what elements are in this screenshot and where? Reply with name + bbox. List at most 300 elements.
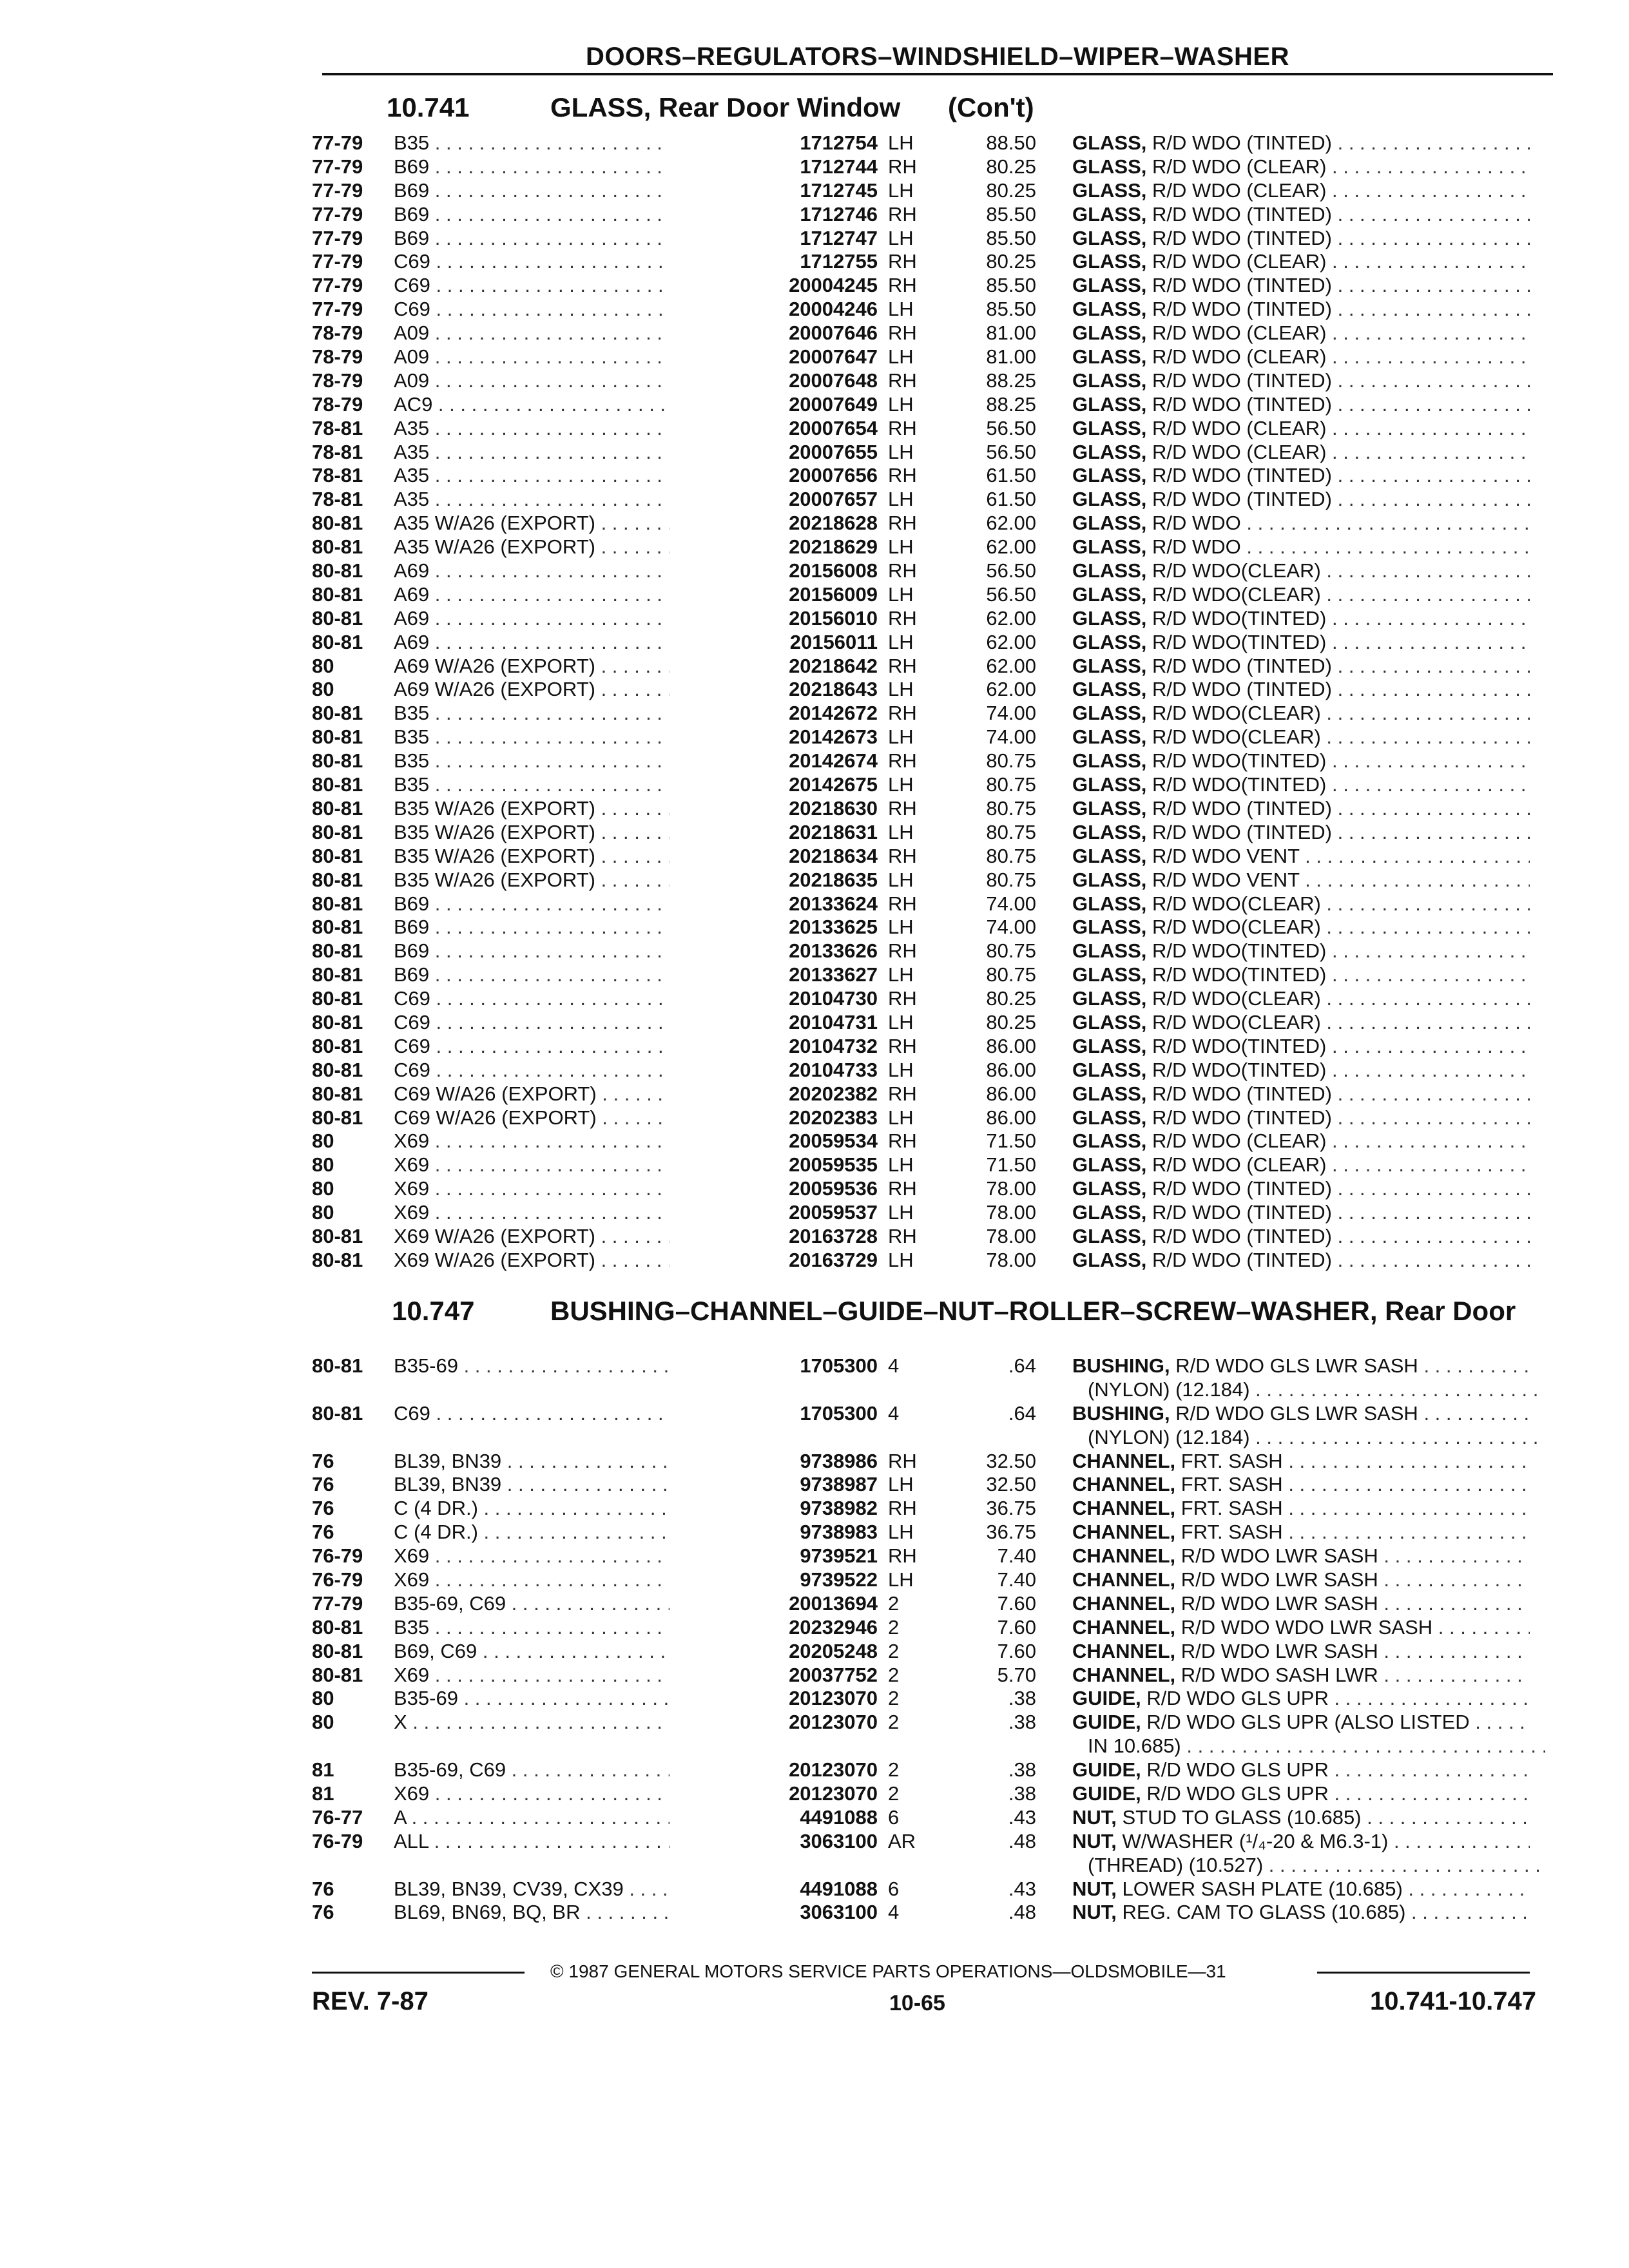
description-text: R/D WDO (1146, 512, 1241, 535)
description-cell (1072, 1544, 1530, 1568)
qty-cell: LH (888, 345, 914, 369)
year-cell: 80-81 (312, 1248, 363, 1271)
qty-cell: RH (888, 250, 917, 273)
description-cell (1072, 1153, 1530, 1177)
description-text: R/D WDO (CLEAR) (1146, 178, 1327, 202)
part-number-cell: 9738987 (800, 1473, 878, 1496)
year-cell: 76-79 (312, 1829, 363, 1852)
model-cell: A69 W/A26 (EXPORT) . . . (394, 678, 670, 702)
section-title-text: GLASS, Rear Door Window (550, 92, 901, 122)
description-text: R/D WDO(TINTED) (1146, 1034, 1327, 1057)
price-cell: 56.50 (986, 416, 1036, 439)
description-keyword: NUT, (1072, 1805, 1117, 1829)
qty-cell: LH (888, 1010, 914, 1033)
qty-cell: LH (888, 820, 914, 843)
description-text: R/D WDO (TINTED) (1146, 1248, 1332, 1271)
part-number-cell: 1705300 (800, 1354, 878, 1377)
model-cell: A35 . . . (394, 417, 670, 441)
qty-cell: LH (888, 678, 914, 701)
price-cell: 62.00 (986, 678, 1036, 701)
description-cell (1072, 1687, 1530, 1711)
model-cell: A35 W/A26 (EXPORT) . . . (394, 512, 670, 535)
year-cell: 80-81 (312, 559, 363, 582)
table-row (312, 1201, 1536, 1225)
table-row (312, 1758, 1536, 1782)
year-cell: 80 (312, 1177, 334, 1200)
year-cell: 80-81 (312, 916, 363, 939)
table-row (312, 1129, 1536, 1153)
price-cell: 85.50 (986, 298, 1036, 321)
qty-cell: RH (888, 1497, 917, 1520)
price-cell: .38 (1008, 1687, 1036, 1710)
qty-cell: LH (888, 1201, 914, 1224)
description-cell (1072, 702, 1530, 726)
description-cell (1072, 1354, 1530, 1378)
table-row (312, 417, 1536, 441)
description-text: R/D WDO(TINTED) (1146, 963, 1327, 986)
year-cell: 80 (312, 654, 334, 677)
table-row (312, 821, 1536, 845)
description-cell (1072, 726, 1530, 749)
table-row (312, 512, 1536, 535)
table-row (312, 916, 1536, 939)
part-number-cell: 20007648 (789, 369, 878, 392)
parts-table-glass (312, 131, 1536, 1273)
description-cell (1072, 1664, 1530, 1687)
description-cell (1072, 1129, 1530, 1153)
description-cell (1072, 1450, 1530, 1474)
part-number-cell: 1712746 (800, 202, 878, 226)
qty-cell: RH (888, 987, 917, 1010)
price-cell: 81.00 (986, 345, 1036, 369)
table-row (312, 1450, 1536, 1474)
page-number: 10-65 (889, 1991, 945, 2015)
description-cell (1072, 1806, 1530, 1830)
year-cell: 77-79 (312, 274, 363, 297)
description-cell (1072, 773, 1530, 797)
description-text: R/D WDO(CLEAR) (1146, 987, 1321, 1010)
description-keyword: GLASS, (1072, 178, 1147, 202)
copyright-text: © 1987 GENERAL MOTORS SERVICE PARTS OPERATIONS—OLDSMOBILE—31 (550, 1961, 1226, 1981)
table-row (312, 1059, 1536, 1082)
description-text: R/D WDO (TINTED) (1146, 392, 1332, 416)
qty-cell: LH (888, 440, 914, 463)
description-text: R/D WDO (TINTED) (1146, 488, 1332, 511)
year-cell: 76 (312, 1521, 334, 1544)
model-cell: A35 W/A26 (EXPORT) . . . (394, 535, 670, 559)
model-cell: C69 . . . (394, 298, 670, 322)
table-row (312, 607, 1536, 631)
description-cell (1072, 1782, 1530, 1806)
year-cell: 80-81 (312, 702, 363, 725)
model-cell: X69 . . . (394, 1544, 670, 1568)
table-row (312, 559, 1536, 583)
part-number-cell: 1712747 (800, 226, 878, 249)
description-cell (1072, 1497, 1530, 1521)
year-cell: 77-79 (312, 155, 363, 178)
year-cell: 78-81 (312, 416, 363, 439)
table-row (312, 1473, 1536, 1497)
description-keyword: GLASS, (1072, 1010, 1147, 1033)
price-cell: 32.50 (986, 1473, 1036, 1496)
qty-cell: RH (888, 1449, 917, 1472)
price-cell: 7.60 (997, 1591, 1036, 1615)
description-cell (1072, 155, 1530, 179)
model-cell: X . . . (394, 1711, 670, 1735)
description-keyword: GLASS, (1072, 1224, 1147, 1247)
description-text: FRT. SASH (1175, 1473, 1283, 1496)
qty-cell: 4 (888, 1354, 900, 1377)
description-text: W/WASHER (¹/₄-20 & M6.3-1) (1116, 1829, 1389, 1852)
price-cell: 62.00 (986, 535, 1036, 559)
part-number-cell: 20104731 (789, 1010, 878, 1033)
qty-cell: LH (888, 582, 914, 606)
footer-rule-left (312, 1972, 525, 1974)
model-cell: X69 . . . (394, 1664, 670, 1687)
price-cell: 80.25 (986, 987, 1036, 1010)
footer-rule-right (1317, 1972, 1530, 1974)
table-row (312, 179, 1536, 203)
description-text: R/D WDO VENT (1146, 868, 1300, 891)
table-row (312, 773, 1536, 797)
part-number-cell: 20205248 (789, 1639, 878, 1662)
price-cell: 56.50 (986, 440, 1036, 463)
description-text: R/D WDO(TINTED) (1146, 1058, 1327, 1081)
year-cell: 80-81 (312, 1639, 363, 1662)
description-cell (1072, 1711, 1530, 1735)
price-cell: 80.75 (986, 939, 1036, 963)
description-cell (1072, 298, 1530, 322)
description-text: R/D WDO (TINTED) (1146, 298, 1332, 321)
description-cell (1072, 869, 1530, 892)
description-keyword: GLASS, (1072, 892, 1147, 915)
price-cell: 78.00 (986, 1177, 1036, 1200)
model-cell: C (4 DR.) . . . (394, 1497, 670, 1521)
part-number-cell: 20123070 (789, 1687, 878, 1710)
description-cell (1072, 512, 1530, 535)
year-cell: 80-81 (312, 1401, 363, 1425)
description-keyword: GLASS, (1072, 1129, 1147, 1153)
qty-cell: 2 (888, 1639, 900, 1662)
year-cell: 78-81 (312, 440, 363, 463)
description-keyword: GLASS, (1072, 1034, 1147, 1057)
table-row (312, 1354, 1536, 1378)
part-number-cell: 20218629 (789, 535, 878, 559)
table-row (312, 227, 1536, 251)
description-cell (1072, 227, 1530, 251)
model-cell: A69 W/A26 (EXPORT) . . . (394, 655, 670, 678)
table-row (312, 1878, 1536, 1901)
price-cell: 74.00 (986, 916, 1036, 939)
price-cell: .48 (1008, 1829, 1036, 1852)
year-cell: 80 (312, 1711, 334, 1734)
qty-cell: LH (888, 868, 914, 891)
description-cell (1072, 892, 1530, 916)
description-cell (1072, 1640, 1530, 1664)
part-number-cell: 20218631 (789, 820, 878, 843)
qty-cell: LH (888, 1058, 914, 1081)
year-cell: 80-81 (312, 892, 363, 915)
description-text: R/D WDO GLS UPR (ALSO LISTED (1141, 1711, 1470, 1734)
price-cell: 80.75 (986, 844, 1036, 867)
description-keyword: GLASS, (1072, 298, 1147, 321)
price-cell: 86.00 (986, 1058, 1036, 1081)
description-text: R/D WDO GLS UPR (1141, 1687, 1329, 1710)
description-cell (1072, 488, 1530, 512)
table-row (312, 678, 1536, 702)
part-number-cell: 9738986 (800, 1449, 878, 1472)
model-cell: B69 . . . (394, 939, 670, 963)
table-row (312, 631, 1536, 655)
model-cell: B35 . . . (394, 131, 670, 155)
description-cell (1072, 1878, 1530, 1901)
qty-cell: 2 (888, 1615, 900, 1639)
year-cell: 77-79 (312, 226, 363, 249)
qty-cell: RH (888, 1034, 917, 1057)
description-keyword: GLASS, (1072, 678, 1147, 701)
model-cell: X69 W/A26 (EXPORT) . . . (394, 1249, 670, 1273)
description-continuation: (NYLON) (12.184) . . . (1088, 1378, 1545, 1402)
description-keyword: GLASS, (1072, 773, 1147, 796)
price-cell: 80.75 (986, 749, 1036, 773)
model-cell: X69 . . . (394, 1153, 670, 1177)
description-keyword: GUIDE, (1072, 1758, 1141, 1782)
description-keyword: GLASS, (1072, 369, 1147, 392)
description-text: R/D WDO(TINTED) (1146, 939, 1327, 963)
year-cell: 80-81 (312, 1010, 363, 1033)
part-number-cell: 1712745 (800, 178, 878, 202)
model-cell: B35 W/A26 (EXPORT) . . . (394, 869, 670, 892)
model-cell: A . . . (394, 1806, 670, 1830)
qty-cell: 6 (888, 1877, 900, 1900)
description-cell (1072, 1568, 1530, 1592)
table-row-continuation (312, 1378, 1536, 1402)
description-cell (1072, 274, 1530, 298)
description-cell (1072, 393, 1530, 417)
description-cell (1072, 607, 1530, 631)
model-cell: B35-69, C69 . . . (394, 1758, 670, 1782)
description-cell (1072, 369, 1530, 393)
year-cell: 80-81 (312, 535, 363, 559)
description-text: R/D WDO (CLEAR) (1146, 345, 1327, 369)
description-text: REG. CAM TO GLASS (10.685) (1116, 1901, 1406, 1924)
qty-cell: 2 (888, 1687, 900, 1710)
section-continued-label: (Con't) (948, 92, 1034, 122)
part-number-cell: 20004246 (789, 298, 878, 321)
description-keyword: GLASS, (1072, 749, 1147, 773)
description-keyword: GUIDE, (1072, 1711, 1141, 1734)
table-row (312, 298, 1536, 322)
description-text: R/D WDO(TINTED) (1146, 606, 1327, 629)
part-number-cell: 20133624 (789, 892, 878, 915)
table-row (312, 155, 1536, 179)
description-keyword: GLASS, (1072, 1201, 1147, 1224)
description-text: R/D WDO (TINTED) (1146, 796, 1332, 820)
part-number-cell: 20007646 (789, 322, 878, 345)
description-cell (1072, 203, 1530, 227)
price-cell: .64 (1008, 1354, 1036, 1377)
description-keyword: GLASS, (1072, 1153, 1147, 1177)
description-keyword: GLASS, (1072, 1058, 1147, 1081)
description-cell (1072, 1521, 1530, 1544)
price-cell: 7.40 (997, 1568, 1036, 1591)
model-cell: B69, C69 . . . (394, 1640, 670, 1664)
part-number-cell: 20007647 (789, 345, 878, 369)
description-keyword: GLASS, (1072, 202, 1147, 226)
description-text: R/D WDO (CLEAR) (1146, 1129, 1327, 1153)
description-keyword: GLASS, (1072, 464, 1147, 487)
model-cell: C69 W/A26 (EXPORT) . . . (394, 1082, 670, 1106)
qty-cell: RH (888, 1224, 917, 1247)
part-number-cell: 20104733 (789, 1058, 878, 1081)
table-row (312, 869, 1536, 892)
model-cell: B35 W/A26 (EXPORT) . . . (394, 845, 670, 869)
table-row (312, 274, 1536, 298)
year-cell: 76 (312, 1449, 334, 1472)
description-keyword: GLASS, (1072, 226, 1147, 249)
price-cell: 56.50 (986, 559, 1036, 582)
description-cell (1072, 535, 1530, 559)
table-row (312, 535, 1536, 559)
price-cell: 71.50 (986, 1153, 1036, 1177)
description-text: R/D WDO (TINTED) (1146, 654, 1332, 677)
year-cell: 80-81 (312, 1034, 363, 1057)
model-cell: B35 . . . (394, 1616, 670, 1640)
model-cell: B69 . . . (394, 203, 670, 227)
table-row (312, 749, 1536, 773)
qty-cell: RH (888, 1129, 917, 1153)
description-keyword: CHANNEL, (1072, 1521, 1176, 1544)
table-row (312, 726, 1536, 749)
description-keyword: NUT, (1072, 1901, 1117, 1924)
qty-cell: RH (888, 416, 917, 439)
part-number-cell: 20123070 (789, 1758, 878, 1782)
description-cell (1072, 678, 1530, 702)
part-number-cell: 20104732 (789, 1034, 878, 1057)
table-row (312, 1568, 1536, 1592)
part-number-cell: 20156008 (789, 559, 878, 582)
description-keyword: GLASS, (1072, 345, 1147, 369)
section-range: 10.741-10.747 (1369, 1987, 1536, 2015)
description-text: R/D WDO(CLEAR) (1146, 892, 1321, 915)
description-keyword: GLASS, (1072, 868, 1147, 891)
description-keyword: GLASS, (1072, 1106, 1147, 1129)
model-cell: C69 . . . (394, 250, 670, 274)
description-cell (1072, 322, 1530, 345)
year-cell: 77-79 (312, 298, 363, 321)
description-keyword: GLASS, (1072, 440, 1147, 463)
part-number-cell: 20156011 (789, 630, 878, 653)
description-text: R/D WDO (1146, 535, 1241, 559)
part-number-cell: 3063100 (800, 1901, 878, 1924)
table-row (312, 1901, 1536, 1925)
year-cell: 80-81 (312, 630, 363, 653)
price-cell: 62.00 (986, 512, 1036, 535)
part-number-cell: 20218634 (789, 844, 878, 867)
qty-cell: LH (888, 1153, 914, 1177)
price-cell: 62.00 (986, 654, 1036, 677)
description-cell (1072, 1035, 1530, 1059)
description-cell (1072, 821, 1530, 845)
table-row (312, 1687, 1536, 1711)
description-continuation: (NYLON) (12.184) . . . (1088, 1426, 1545, 1450)
qty-cell: LH (888, 131, 914, 154)
part-number-cell: 4491088 (800, 1805, 878, 1829)
description-text: R/D WDO (CLEAR) (1146, 155, 1327, 178)
year-cell: 80-81 (312, 773, 363, 796)
qty-cell: 4 (888, 1401, 900, 1425)
description-text: R/D WDO GLS UPR (1141, 1758, 1329, 1782)
price-cell: 88.25 (986, 392, 1036, 416)
description-text: R/D WDO (TINTED) (1146, 1082, 1332, 1105)
year-cell: 80-81 (312, 1082, 363, 1105)
qty-cell: RH (888, 844, 917, 867)
qty-cell: LH (888, 963, 914, 986)
description-keyword: CHANNEL, (1072, 1544, 1176, 1568)
description-text: LOWER SASH PLATE (10.685) (1116, 1877, 1403, 1900)
qty-cell: 2 (888, 1758, 900, 1782)
table-row-continuation (312, 1426, 1536, 1450)
qty-cell: RH (888, 559, 917, 582)
table-row (312, 131, 1536, 155)
price-cell: 62.00 (986, 606, 1036, 629)
table-row (312, 1082, 1536, 1106)
description-text: R/D WDO (TINTED) (1146, 678, 1332, 701)
qty-cell: RH (888, 274, 917, 297)
model-cell: B69 . . . (394, 963, 670, 987)
part-number-cell: 20218643 (789, 678, 878, 701)
model-cell: B35-69 . . . (394, 1354, 670, 1378)
part-number-cell: 20202382 (789, 1082, 878, 1105)
table-row (312, 1592, 1536, 1616)
price-cell: 80.25 (986, 155, 1036, 178)
description-cell (1072, 1901, 1530, 1925)
section-number: 10.747 (392, 1296, 475, 1326)
model-cell: C (4 DR.) . . . (394, 1521, 670, 1544)
year-cell: 78-79 (312, 322, 363, 345)
description-text: STUD TO GLASS (10.685) (1116, 1805, 1362, 1829)
description-text: R/D WDO(CLEAR) (1146, 582, 1321, 606)
part-number-cell: 20007657 (789, 488, 878, 511)
part-number-cell: 1712744 (800, 155, 878, 178)
description-keyword: GLASS, (1072, 1177, 1147, 1200)
model-cell: A09 . . . (394, 369, 670, 393)
qty-cell: RH (888, 202, 917, 226)
description-keyword: CHANNEL, (1072, 1663, 1176, 1686)
year-cell: 80 (312, 678, 334, 701)
description-cell (1072, 1616, 1530, 1640)
description-keyword: GLASS, (1072, 916, 1147, 939)
model-cell: B69 . . . (394, 155, 670, 179)
part-number-cell: 1712754 (800, 131, 878, 154)
price-cell: 74.00 (986, 726, 1036, 749)
description-text: R/D WDO (TINTED) (1146, 131, 1332, 154)
year-cell: 81 (312, 1758, 334, 1782)
price-cell: 81.00 (986, 322, 1036, 345)
model-cell: B69 . . . (394, 916, 670, 939)
description-keyword: CHANNEL, (1072, 1615, 1176, 1639)
price-cell: 56.50 (986, 582, 1036, 606)
model-cell: A69 . . . (394, 583, 670, 607)
table-row (312, 1249, 1536, 1273)
model-cell: B69 . . . (394, 179, 670, 203)
description-keyword: GLASS, (1072, 392, 1147, 416)
description-text: R/D WDO LWR SASH (1175, 1544, 1378, 1568)
description-cell (1072, 250, 1530, 274)
description-text: R/D WDO (TINTED) (1146, 1201, 1332, 1224)
model-cell: C69 . . . (394, 1059, 670, 1082)
table-row (312, 1806, 1536, 1830)
